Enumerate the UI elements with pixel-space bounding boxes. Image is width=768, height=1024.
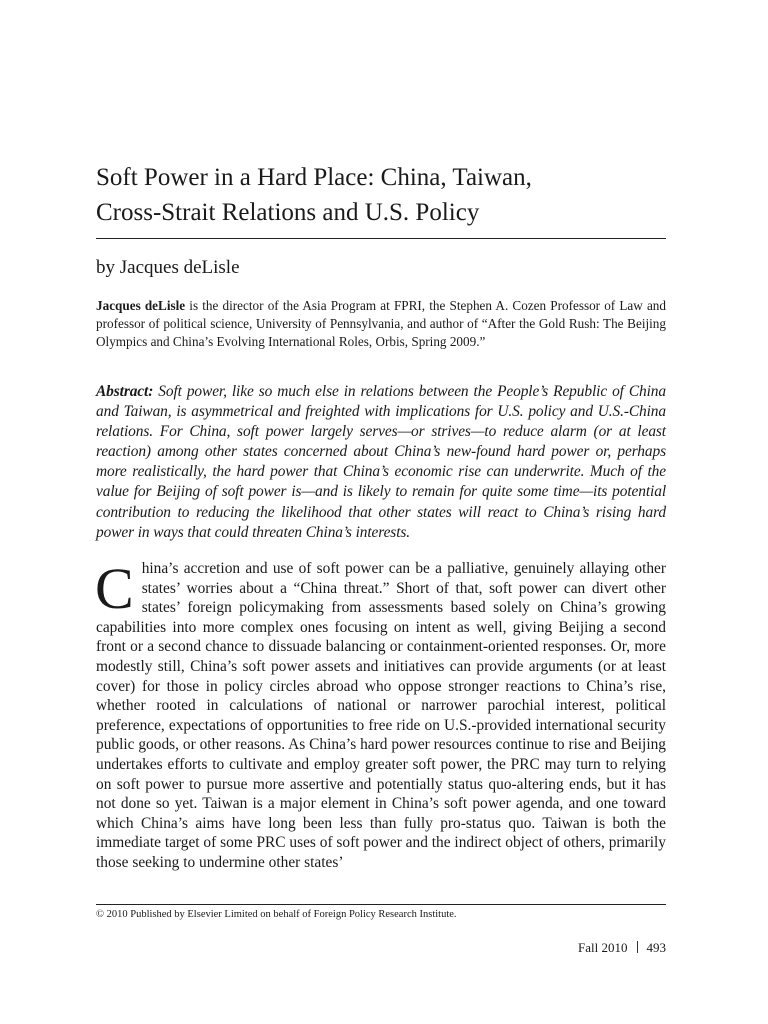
author-bio (96, 297, 666, 351)
title-line-2: Cross-Strait Relations and U.S. Policy (96, 199, 480, 226)
title-line-1: Soft Power in a Hard Place: China, Taiwan, (96, 164, 532, 191)
page-number: 493 (646, 940, 666, 955)
body-paragraph-text: hina’s accretion and use of soft power can be a palliative, genuinely allaying other states’ worries about a “China threat.” Short of that, soft power can divert other states’ foreign policymaking from assessments based solely on China’s growing capabilities into more complex ones focusing on intent as well, giving Beijing a second front or a second chance to dissuade balancing or containment-oriented responses. Or, more modestly still, China’s soft power assets and initiatives can provide arguments (or at least cover) for those in policy circles abroad who oppose stronger reactions to China’s rise, whether rooted in calculations of national or narrower parochial interest, political preference, expectations of opportunities to free ride on U.S.-provided international security public goods, or other reasons. As China’s hard power resources continue to rise and Beijing undertakes efforts to cultivate and employ greater soft power, the PRC may turn to relying on soft power to pursue more assertive and potentially status quo-altering ends, but it has not done so yet. Taiwan is a major element in China’s soft power agenda, and one toward which China’s aims have long been less than fully pro-status quo. Taiwan is both the immediate target of some PRC uses of soft power and the indirect object of others, primarily those seeking to undermine other states’ (96, 560, 666, 871)
page-footer (578, 940, 666, 956)
body-paragraph (95, 556, 666, 873)
author-bio-text: is the director of the Asia Program at FPRI, the Stephen A. Cozen Professor of Law and professor of political science, University of Pennsylvania, and author of “After the Gold Rush: The Beijing Olympics and China’s Evolving International Roles, Orbis, Spring 2009.” (96, 298, 666, 349)
journal-page (96, 0, 666, 1024)
drop-cap: C (95, 556, 134, 621)
footer-separator (637, 941, 638, 953)
abstract (96, 382, 666, 543)
abstract-text: Soft power, like so much else in relations between the People’s Republic of China and Taiwan, is asymmetrical and freighted with implications for U.S. policy and U.S.-China relations. For China, soft power largely serves—or strives—to reduce alarm (or at least reaction) among other states concerned about China’s new-found hard power or, perhaps more realistically, the hard power that China’s economic rise can underwrite. Much of the value for Beijing of soft power is—and is likely to remain for quite some time—its potential contribution to reducing the likelihood that other states will react to China’s rising hard power in ways that could threaten China’s interests. (96, 383, 666, 541)
copyright-notice: © 2010 Published by Elsevier Limited on behalf of Foreign Policy Research Institute. (96, 909, 457, 920)
author-name: Jacques deLisle (96, 298, 186, 313)
abstract-label: Abstract: (96, 383, 154, 400)
byline: by Jacques deLisle (96, 257, 240, 278)
article-title (96, 160, 666, 230)
title-divider (96, 238, 666, 239)
footnote-divider (96, 904, 666, 905)
issue-label: Fall 2010 (578, 940, 628, 955)
